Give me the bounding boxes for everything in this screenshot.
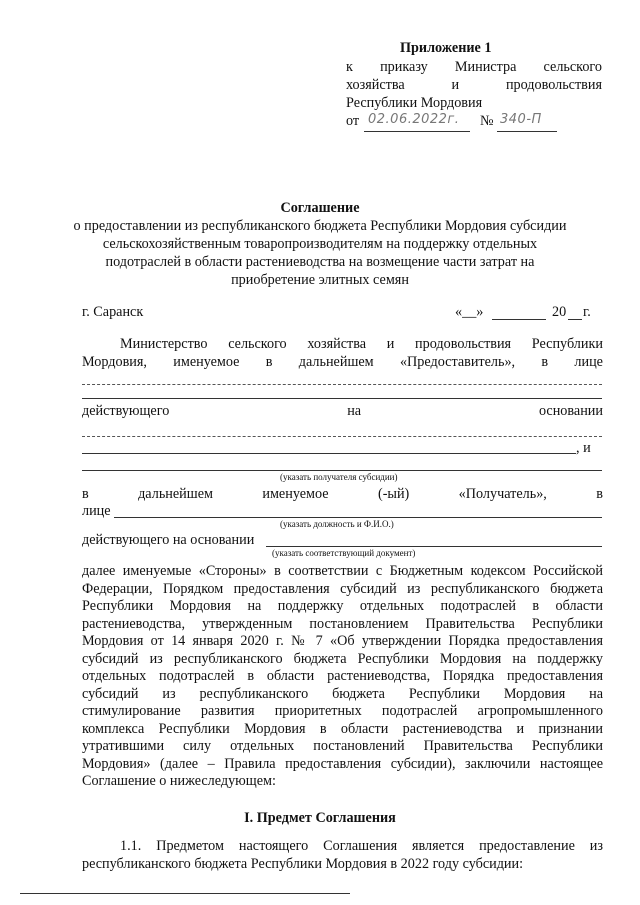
fill-line: [82, 453, 576, 454]
party-word: хозяйства: [307, 336, 367, 352]
city: г. Саранск: [82, 304, 144, 320]
party-word: продовольствия: [415, 336, 512, 352]
hint-document: (указать соответствующий документ): [272, 548, 416, 558]
body-line: комплекса Республики Мордовия в области растениеводства и признании: [82, 720, 603, 737]
appendix-word: Министра: [454, 59, 517, 75]
party-word: «Предоставитель»,: [399, 354, 516, 370]
body-line: отдельных подотраслей в области растениеводства, Порядка предоставления: [82, 668, 603, 684]
section-title: I. Предмет Соглашения: [244, 810, 396, 826]
party-word: в: [596, 486, 603, 502]
acting-basis: действующего на основании: [82, 532, 255, 548]
appendix-word: к: [346, 59, 353, 75]
handwritten-number: 340-П: [500, 112, 542, 127]
appendix-line-1: [346, 59, 602, 77]
party-word: сельского: [228, 336, 287, 352]
party1-line-1: [120, 336, 603, 354]
party-word: и: [386, 336, 395, 352]
agreement-subtitle-line: подотраслей в области растениеводства на возмещение части затрат на: [105, 254, 535, 270]
body-line: стимулирование развития приоритетных подотраслей агропромышленного: [82, 703, 603, 719]
number-sign: №: [480, 113, 494, 129]
section-paragraph-line: 1.1. Предметом настоящего Соглашения является предоставление из: [120, 838, 603, 854]
year-prefix: 20: [552, 304, 567, 320]
body-line: растениеводства, утвержденным постановлением Правительства Республики: [82, 615, 603, 632]
appendix-word: и: [451, 77, 460, 93]
fill-line: [82, 470, 602, 471]
handwritten-date: 02.06.2022г.: [368, 112, 460, 127]
date-open: «__»: [455, 304, 484, 320]
hint-position: (указать должность и Ф.И.О.): [280, 519, 394, 529]
body-line: субсидий из республиканского бюджета Республики Мордовия на поддержку: [82, 650, 603, 667]
party-word: (-ый): [377, 486, 410, 502]
party-word: «Получатель»,: [458, 486, 547, 502]
party-word: Республики: [531, 336, 603, 352]
fill-line: [82, 436, 602, 437]
party-word: в: [82, 486, 89, 502]
fill-line: [82, 398, 602, 399]
appendix-word: хозяйства: [346, 77, 405, 93]
body-line: Мордовия от 14 января 2020 г. № 7 «Об утверждении Порядка предоставления: [82, 633, 603, 649]
face-label: лице: [82, 503, 111, 519]
appendix-from: от: [346, 113, 360, 129]
party-word: Министерство: [120, 336, 208, 352]
acting-word: на: [347, 403, 362, 419]
party-word: в: [265, 354, 273, 370]
agreement-subtitle-line: о предоставлении из республиканского бюджета Республики Мордовия субсидии: [73, 218, 567, 234]
date-month-line: [492, 319, 546, 320]
body-paragraph: [82, 563, 603, 791]
number-underline: [497, 131, 557, 132]
fill-line: [82, 384, 602, 385]
party-word: Мордовия,: [82, 354, 147, 370]
body-line: Республики Мордовия на поддержку отдельных подотраслей в области: [82, 598, 603, 614]
body-line: Мордовия» (далее – Правила предоставления субсидии), заключили настоящее: [82, 755, 603, 772]
footnote-separator: [20, 893, 350, 894]
appendix-word: сельского: [543, 59, 602, 75]
fill-line: [114, 517, 602, 518]
body-line: далее именуемые «Стороны» в соответствии с Бюджетным кодексом Российской: [82, 563, 603, 579]
agreement-subtitle-line: приобретение элитных семян: [231, 272, 409, 288]
hint-recipient: (указать получателя субсидии): [280, 472, 398, 482]
acting-word: действующего: [82, 403, 170, 419]
party-word: именуемое: [262, 486, 329, 502]
year-suffix: г.: [583, 304, 591, 320]
party-word: лице: [574, 354, 603, 370]
acting-word: основании: [538, 403, 603, 419]
date-underline: [364, 131, 470, 132]
agreement-title: Соглашение: [280, 200, 360, 216]
party-word: в: [541, 354, 549, 370]
appendix-word: продовольствия: [505, 77, 602, 93]
fill-line: [266, 546, 602, 547]
body-line: субсидий из республиканского бюджета Республики Мордовия на: [82, 685, 603, 702]
acting-line: [82, 403, 603, 421]
and-mark: , и: [576, 440, 591, 456]
appendix-line-3: Республики Мордовия: [346, 95, 483, 111]
year-line: [568, 319, 582, 320]
section-paragraph-line: республиканского бюджета Республики Мордовия в 2022 году субсидии:: [82, 856, 524, 872]
party-word: дальнейшем: [138, 486, 213, 502]
body-line: утратившими силу отдельных постановлений Правительства Республики: [82, 738, 603, 754]
appendix-line-2: [346, 77, 602, 95]
party2-line-1: [82, 486, 603, 504]
party-word: именуемое: [173, 354, 240, 370]
agreement-subtitle-line: сельскохозяйственным товаропроизводителям на поддержку отдельных: [102, 236, 538, 252]
appendix-title: Приложение 1: [400, 40, 492, 56]
party-word: дальнейшем: [298, 354, 374, 370]
party1-line-2: [82, 354, 603, 372]
body-line: Федерации, Порядком предоставления субсидий из республиканского бюджета: [82, 580, 603, 597]
body-line-last: Соглашение о нижеследующем:: [82, 773, 276, 789]
appendix-word: приказу: [380, 59, 428, 75]
